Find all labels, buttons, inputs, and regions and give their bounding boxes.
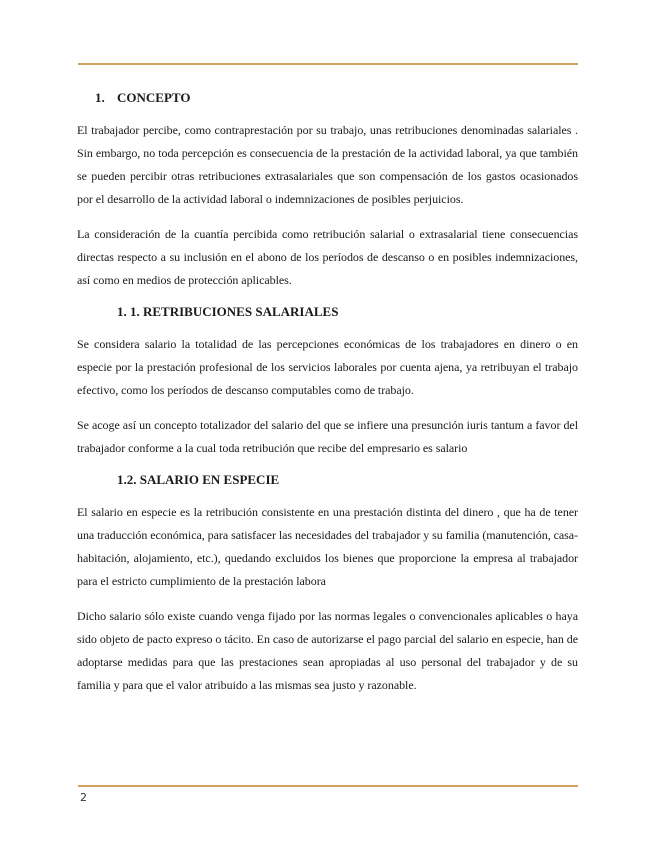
paragraph: Se acoge así un concepto totalizador del salario del que se infiere una presunción iuris tantum a favor del trabajador conforme a la cual toda retribución que recibe del empresario es salario — [77, 418, 578, 455]
page-content — [77, 84, 578, 709]
paragraph: La consideración de la cuantía percibida como retribución salarial o extrasalarial tiene consecuencias directas respecto a su inclusión en el abono de los períodos de descanso o en posibles indemnizaciones, así como en medios de protección aplicables. — [77, 227, 578, 287]
heading-concepto — [95, 90, 578, 106]
header-rule — [78, 63, 578, 65]
subheading-salario-en-especie: 1.2. SALARIO EN ESPECIE — [117, 472, 280, 487]
heading-title: CONCEPTO — [117, 90, 191, 105]
paragraph: El salario en especie es la retribución consistente en una prestación distinta del dinero , que ha de tener una traducción económica, para satisfacer las necesidades del trabajador y su familia (manutención, casa-habitación, alojamiento, etc.), quedando excluidos los bienes que proporcione la empresa al trabajador para el estricto cumplimiento de la prestación labora — [77, 505, 578, 588]
page-number: 2 — [80, 791, 87, 804]
footer-rule — [78, 785, 578, 787]
subheading-retribuciones-salariales: 1. 1. RETRIBUCIONES SALARIALES — [117, 304, 339, 319]
paragraph: Dicho salario sólo existe cuando venga fijado por las normas legales o convencionales aplicables o haya sido objeto de pacto expreso o tácito. En caso de autorizarse el pago parcial del salario en especie, han de adoptarse medidas para que las prestaciones sean apropiadas al uso personal del trabajador y de su familia y para que el valor atribuido a las mismas sea justo y razonable. — [77, 609, 578, 692]
paragraph: El trabajador percibe, como contraprestación por su trabajo, unas retribuciones denominadas salariales . Sin embargo, no toda percepción es consecuencia de la prestación de la actividad laboral, ya que también se pueden percibir otras retribuciones extrasalariales que son compensación de los gastos ocasionados por el desarrollo de la actividad laboral o indemnizaciones de posibles perjuicios. — [77, 123, 578, 206]
heading-number: 1. — [95, 90, 105, 105]
paragraph: Se considera salario la totalidad de las percepciones económicas de los trabajadores en dinero o en especie por la prestación profesional de los servicios laborales por cuenta ajena, ya retribuyan el trabajo efectivo, como los períodos de descanso computables como de trabajo. — [77, 337, 578, 397]
